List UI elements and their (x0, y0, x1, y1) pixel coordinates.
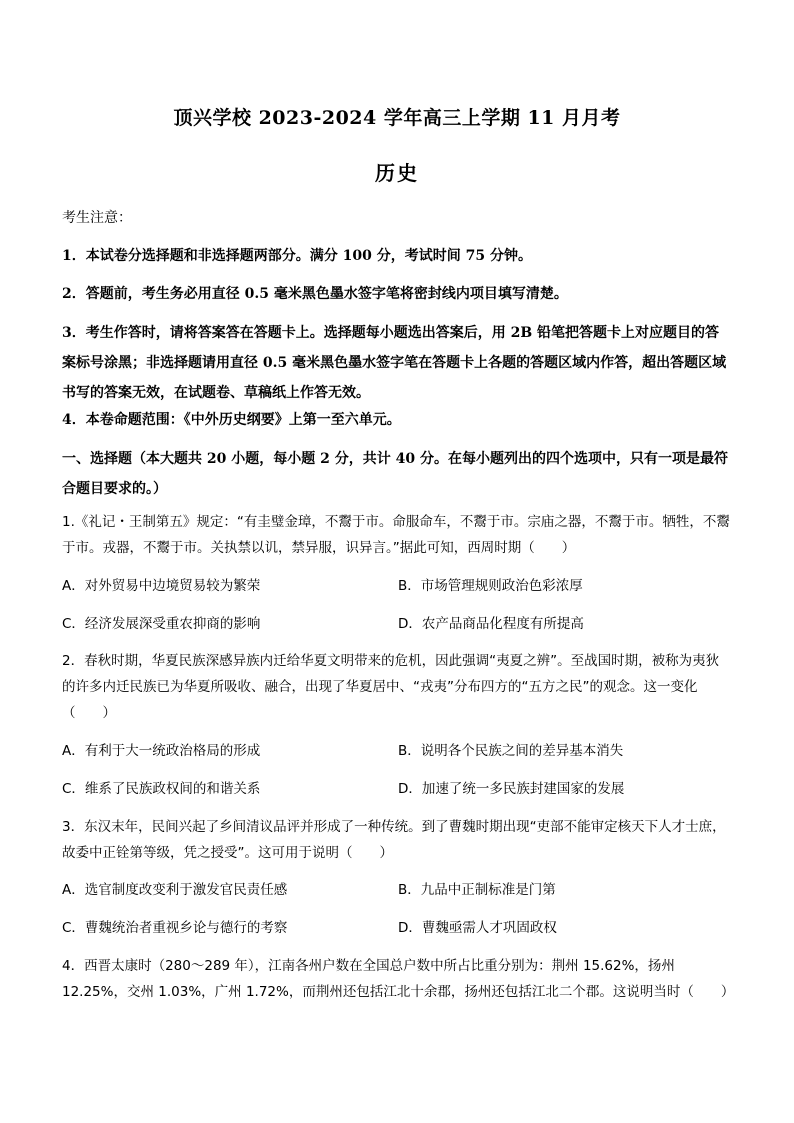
question-3-option-b: B．九品中正制标准是门第 (398, 882, 556, 898)
question-1-stem: 1.《礼记・王制第五》规定：“有圭璧金璋，不鬻于市。命服命车，不鬻于市。宗庙之器，不鬻于市。牺牲，不鬻于市。戎器，不鬻于市。关执禁以讥，禁异服，识异言。”据此可知，西周时期（ ） (62, 514, 730, 556)
question-1-option-a: A．对外贸易中边境贸易较为繁荣 (62, 578, 261, 594)
exam-subject: 历史 (375, 161, 419, 185)
question-1-option-d: D．农产品商品化程度有所提高 (398, 616, 584, 632)
question-2-option-a: A．有利于大一统政治格局的形成 (62, 743, 261, 759)
notice-heading: 考生注意： (62, 210, 132, 226)
notice-item-2: 2．答题前，考生务必用直径 0.5 毫米黑色墨水签字笔将密封线内项目填写清楚。 (62, 286, 568, 302)
question-3-stem: 3．东汉末年，民间兴起了乡间清议品评并形成了一种传统。到了曹魏时期出现“吏部不能审定核天下人才士庶，故委中正铨第等级，凭之授受”。这可用于说明（ ） (62, 819, 726, 861)
section-title: 一、选择题（本大题共 20 小题，每小题 2 分，共计 40 分。在每小题列出的四个选项中，只有一项是最符合题目要求的。） (62, 451, 728, 497)
question-3-option-c: C．曹魏统治者重视乡论与德行的考察 (62, 920, 288, 936)
question-2-stem: 2．春秋时期，华夏民族深感异族内迁给华夏文明带来的危机，因此强调“夷夏之辨”。至战国时期，被称为夷狄的许多内迁民族已为华夏所吸收、融合，出现了华夏居中、“戎夷”分布四方的“五方之民”的观念。这一变化（ ） (62, 653, 720, 721)
notice-item-3: 3．考生作答时，请将答案答在答题卡上。选择题每小题选出答案后，用 2B 铅笔把答题卡上对应题目的答案标号涂黑；非选择题请用直径 0.5 毫米黑色墨水签字笔在答题卡上各题的答题区域内作答，超出答题区域书写的答案无效，在试题卷、草稿纸上作答无效。 (62, 325, 727, 401)
question-1-option-c: C．经济发展深受重农抑商的影响 (62, 616, 261, 632)
question-2-option-d: D．加速了统一多民族封建国家的发展 (398, 781, 625, 797)
question-4-stem: 4．西晋太康时（280～289 年），江南各州户数在全国总户数中所占比重分别为：荆州 15.62%，扬州 12.25%，交州 1.03%，广州 1.72%，而荆州还包括江北十余郡，扬州还包括江北二个郡。这说明当时（ ） (62, 958, 735, 1000)
question-2-option-b: B．说明各个民族之间的差异基本消失 (398, 743, 624, 759)
notice-item-1: 1．本试卷分选择题和非选择题两部分。满分 100 分，考试时间 75 分钟。 (62, 248, 532, 264)
exam-title: 顶兴学校 2023-2024 学年高三上学期 11 月月考 (173, 107, 621, 129)
question-3-option-d: D．曹魏亟需人才巩固政权 (398, 920, 557, 936)
question-1-option-b: B．市场管理规则政治色彩浓厚 (398, 578, 583, 594)
question-3-option-a: A．选官制度改变利于激发官民责任感 (62, 882, 288, 898)
notice-item-4: 4．本卷命题范围：《中外历史纲要》上第一至六单元。 (62, 412, 401, 428)
question-2-option-c: C．维系了民族政权间的和谐关系 (62, 781, 261, 797)
